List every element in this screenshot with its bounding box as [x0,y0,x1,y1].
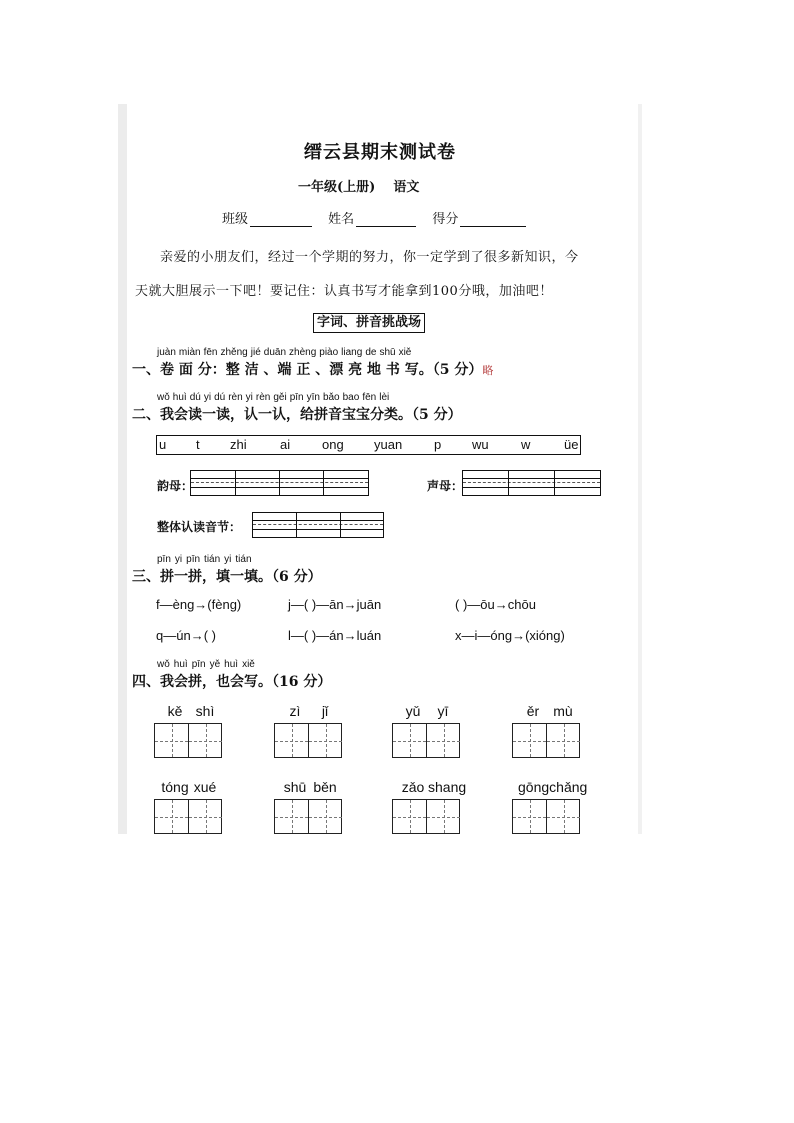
pinyin-syllable: pīn [186,554,201,565]
shengmu-answer-rail[interactable] [462,470,601,496]
pinyin-syllable: tián [204,554,221,565]
q2-pinyin [157,392,392,403]
q3-row2-item: l—( )—án→luán [288,628,382,643]
tianzige-grid[interactable] [392,799,460,834]
word-syllable: xué [193,779,217,795]
pinyin-syllable: yi [203,392,212,403]
pinyin-syllable: liang [341,347,363,358]
pinyin-syllable: fēn [362,392,377,403]
class-label: 班级 [222,212,249,227]
tianzige-cell[interactable] [188,800,222,833]
pinyin-syllable: xiě [398,347,412,358]
pinyin-syllable: yi [174,554,183,565]
tianzige-cell[interactable] [275,800,308,833]
word-syllable: ěr [526,703,540,719]
tianzige-cell[interactable] [393,724,426,757]
tianzige-cell[interactable] [155,800,188,833]
pinyin-syllable: juàn [157,347,176,358]
pinyin-syllable: huì [172,392,187,403]
intro-line-1: 亲爱的小朋友们，经过一个学期的努力，你一定学到了很多新知识，今 [160,250,579,265]
pinyin-syllable: bao [342,392,360,403]
word-syllable: shang [428,779,467,795]
yunmu-answer-rail[interactable] [190,470,369,496]
word-syllable: kě [167,703,183,719]
word-pinyin [160,703,220,719]
class-field[interactable] [250,212,312,227]
word-syllable: mù [553,703,573,719]
word-syllable: jǐ [321,703,329,719]
pinyin-item: zhi [230,437,247,452]
pinyin-syllable: zhèng [289,347,317,358]
pinyin-syllable: dú [189,392,201,403]
q3-row2-item: x—i—óng→(xióng) [455,628,565,643]
exam-title: 缙云县期末测试卷 [304,142,456,163]
pinyin-item: yuan [374,437,403,452]
q3-row2-item: q—ún→( ) [156,628,216,643]
q2-text: 二、我会读一读，认一认，给拼音宝宝分类。（5 分） [132,407,462,423]
pinyin-item: üe [564,437,579,452]
name-field[interactable] [356,212,416,227]
pinyin-syllable: pīn [289,392,304,403]
shengmu-label: 声母： [427,479,464,493]
q1-text: 一、卷 面 分：整 洁 、端 正 、漂 亮 地 书 写。（5 分） [132,362,483,378]
q4-pinyin [157,659,259,670]
pinyin-syllable: wǒ [157,392,170,403]
q4-text: 四、我会拼，也会写。（16 分） [132,674,332,690]
q3-pinyin [157,554,256,565]
pinyin-syllable: shū [379,347,396,358]
word-syllable: chǎng [549,779,588,795]
grade: 一年级(上册) [298,180,376,195]
tianzige-grid[interactable] [392,723,460,758]
intro-line-2: 天就大胆展示一下吧！要记住：认真书写才能拿到100分哦，加油吧！ [135,284,553,299]
tianzige-cell[interactable] [275,724,308,757]
word-syllable: zì [289,703,301,719]
pinyin-syllable: fēn [203,347,218,358]
tianzige-grid[interactable] [512,799,580,834]
score-label: 得分 [432,212,459,227]
pinyin-syllable: rèn [255,392,271,403]
grade-line [298,176,419,195]
word-pinyin [398,779,466,795]
q1-line [132,359,493,379]
tianzige-cell[interactable] [393,800,426,833]
pinyin-syllable: xiě [242,659,255,670]
pinyin-syllable: duān [263,347,287,358]
tianzige-cell[interactable] [426,800,460,833]
word-pinyin [160,779,220,795]
q1-note: 略 [482,364,494,377]
word-pinyin [280,703,340,719]
word-syllable: tóng [161,779,189,795]
pinyin-syllable: wǒ [157,659,170,670]
pinyin-syllable: tián [235,554,252,565]
scan-edge-left [118,104,127,834]
scan-edge-right [638,104,642,834]
tianzige-cell[interactable] [513,800,546,833]
pinyin-item: w [521,437,531,452]
score-field[interactable] [460,212,526,227]
name-label: 姓名 [328,212,355,227]
pinyin-syllable: lèi [379,392,390,403]
pinyin-syllable: jié [250,347,261,358]
tianzige-grid[interactable] [274,723,342,758]
pinyin-syllable: bǎo [322,392,340,403]
tianzige-cell[interactable] [546,800,580,833]
word-pinyin [398,703,458,719]
pinyin-syllable: de [365,347,377,358]
tianzige-cell[interactable] [155,724,188,757]
word-pinyin [280,779,340,795]
tianzige-grid[interactable] [274,799,342,834]
tianzige-grid[interactable] [154,799,222,834]
pinyin-item: p [434,437,442,452]
pinyin-syllable: huì [173,659,188,670]
q3-text: 三、拼一拼，填一填。（6 分） [132,569,322,585]
pinyin-syllable: piào [319,347,339,358]
subject: 语文 [393,180,420,195]
pinyin-item: t [196,437,200,452]
q3-row1-item: j—( )—ān→juān [288,597,382,612]
q3-row1-item: ( )—ōu→chōu [455,597,536,612]
tianzige-cell[interactable] [426,724,460,757]
pinyin-syllable: yīn [306,392,320,403]
pinyin-syllable: gěi [273,392,287,403]
word-syllable: yǔ [405,703,421,719]
pinyin-syllable: yi [224,554,232,565]
pinyin-item: u [159,437,167,452]
tianzige-grid[interactable] [154,723,222,758]
tianzige-cell[interactable] [513,724,546,757]
word-pinyin [518,779,587,795]
pinyin-items-box [156,435,581,455]
pinyin-syllable: pīn [157,554,171,565]
tianzige-cell[interactable] [546,724,580,757]
section-header: 字词、拼音挑战场 [313,313,425,333]
pinyin-syllable: pīn [191,659,206,670]
pinyin-syllable: yě [209,659,221,670]
pinyin-syllable: huì [224,659,239,670]
pinyin-item: ai [280,437,291,452]
tianzige-cell[interactable] [188,724,222,757]
word-syllable: yī [437,703,449,719]
pinyin-item: ong [322,437,344,452]
zhengti-answer-rail[interactable] [252,512,384,538]
pinyin-syllable: dú [214,392,226,403]
word-syllable: shì [195,703,215,719]
q3-row1-item: f—èng→(fèng) [156,597,242,612]
pinyin-syllable: zhěng [220,347,248,358]
zhengti-label: 整体认读音节： [157,520,242,534]
yunmu-label: 韵母： [157,479,194,493]
word-pinyin [518,703,578,719]
pinyin-item: wu [472,437,489,452]
word-syllable: shū [283,779,307,795]
tianzige-cell[interactable] [308,800,342,833]
tianzige-cell[interactable] [308,724,342,757]
pinyin-syllable: miàn [178,347,201,358]
word-syllable: běn [313,779,337,795]
pinyin-syllable: yi [245,392,253,403]
student-info [222,208,538,227]
word-syllable: zǎo [401,779,425,795]
q1-pinyin [157,347,414,358]
pinyin-syllable: rèn [228,392,243,403]
word-syllable: gōng [518,779,550,795]
tianzige-grid[interactable] [512,723,580,758]
